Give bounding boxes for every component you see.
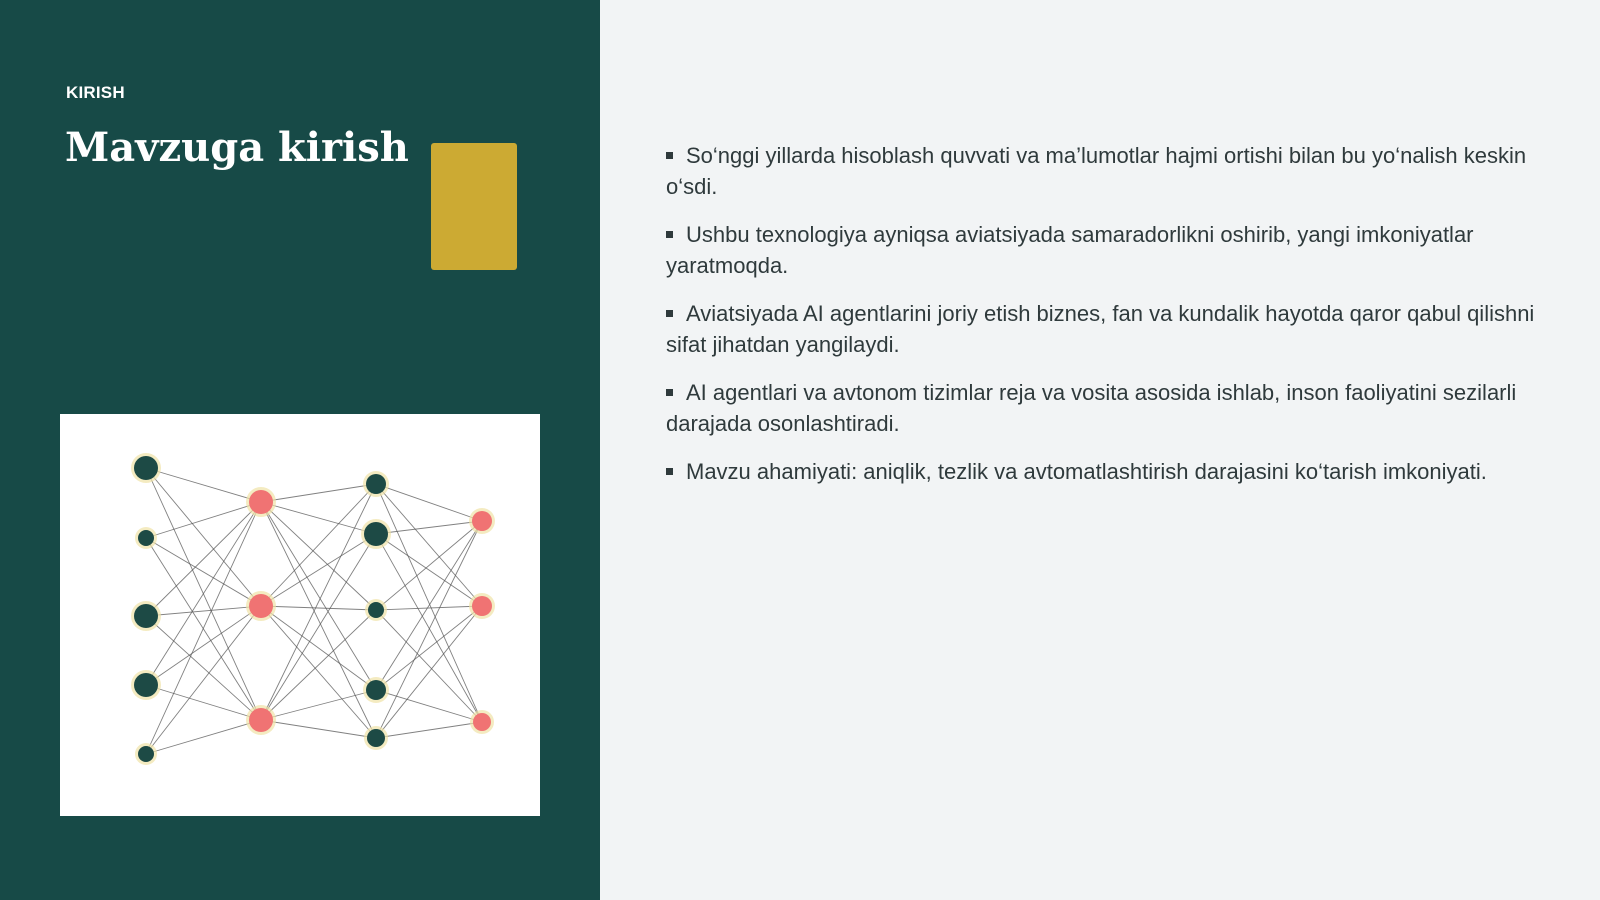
network-edge bbox=[146, 720, 261, 754]
network-edge bbox=[376, 521, 482, 610]
network-edge bbox=[376, 484, 482, 722]
network-edge bbox=[146, 468, 261, 606]
network-node bbox=[472, 511, 492, 531]
network-edge bbox=[146, 685, 261, 720]
network-node bbox=[368, 602, 384, 618]
network-edges bbox=[146, 468, 482, 754]
network-edge bbox=[146, 616, 261, 720]
bullet-text: Ushbu texnologiya ayniqsa aviatsiyada samaradorlikni oshirib, yangi imkoniyatlar yaratmoqda. bbox=[666, 222, 1474, 278]
network-edge bbox=[376, 521, 482, 690]
bullet-square-icon bbox=[666, 310, 673, 317]
network-node bbox=[134, 673, 158, 697]
network-node bbox=[249, 594, 273, 618]
slide-title: Mavzuga kirish bbox=[65, 124, 409, 171]
section-label: KIRISH bbox=[66, 83, 125, 102]
bullet-square-icon bbox=[666, 468, 673, 475]
network-node bbox=[367, 729, 385, 747]
network-edge bbox=[376, 606, 482, 690]
network-edge bbox=[261, 502, 376, 690]
network-edge bbox=[261, 606, 376, 738]
network-edge bbox=[376, 606, 482, 610]
network-edge bbox=[146, 468, 261, 502]
network-node bbox=[472, 596, 492, 616]
bullet-square-icon bbox=[666, 231, 673, 238]
bullet-item bbox=[666, 456, 1546, 487]
left-panel bbox=[0, 0, 600, 900]
network-node bbox=[249, 490, 273, 514]
bullet-text: AI agentlari va avtonom tizimlar reja va vosita asosida ishlab, inson faoliyatini sezilarli darajada osonlashtiradi. bbox=[666, 380, 1517, 436]
neural-network-icon bbox=[60, 414, 540, 816]
network-node bbox=[366, 680, 386, 700]
network-node bbox=[138, 530, 154, 546]
network-edge bbox=[261, 720, 376, 738]
network-edge bbox=[376, 722, 482, 738]
network-edge bbox=[376, 606, 482, 738]
bullet-text: So‘nggi yillarda hisoblash quvvati va ma’lumotlar hajmi ortishi bilan bu yo‘nalish keskin o‘sdi. bbox=[666, 143, 1527, 199]
network-edge bbox=[146, 606, 261, 685]
network-edge bbox=[146, 502, 261, 685]
network-edge bbox=[146, 502, 261, 538]
bullet-text: Aviatsiyada AI agentlarini joriy etish biznes, fan va kundalik hayotda qaror qabul qilishni sifat jihatdan yangilaydi. bbox=[666, 301, 1535, 357]
neural-network-illustration bbox=[60, 414, 540, 816]
network-edge bbox=[376, 534, 482, 722]
network-node bbox=[364, 522, 388, 546]
bullet-text: Mavzu ahamiyati: aniqlik, tezlik va avtomatlashtirish darajasini ko‘tarish imkoniyati. bbox=[686, 459, 1487, 484]
network-edge bbox=[261, 502, 376, 738]
bullet-list bbox=[666, 140, 1546, 504]
network-node bbox=[138, 746, 154, 762]
accent-block bbox=[431, 143, 517, 270]
bullet-item bbox=[666, 140, 1546, 202]
network-node bbox=[366, 474, 386, 494]
network-edge bbox=[261, 606, 376, 690]
network-node bbox=[249, 708, 273, 732]
network-edge bbox=[261, 690, 376, 720]
network-node bbox=[134, 456, 158, 480]
bullet-item bbox=[666, 219, 1546, 281]
network-edge bbox=[261, 484, 376, 720]
bullet-item bbox=[666, 298, 1546, 360]
network-edge bbox=[261, 606, 376, 610]
bullet-square-icon bbox=[666, 152, 673, 159]
network-node bbox=[134, 604, 158, 628]
network-edge bbox=[261, 484, 376, 502]
network-edge bbox=[146, 606, 261, 616]
bullet-square-icon bbox=[666, 389, 673, 396]
bullet-item bbox=[666, 377, 1546, 439]
network-edge bbox=[376, 521, 482, 534]
network-node bbox=[473, 713, 491, 731]
network-edge bbox=[146, 502, 261, 616]
network-edge bbox=[146, 538, 261, 606]
